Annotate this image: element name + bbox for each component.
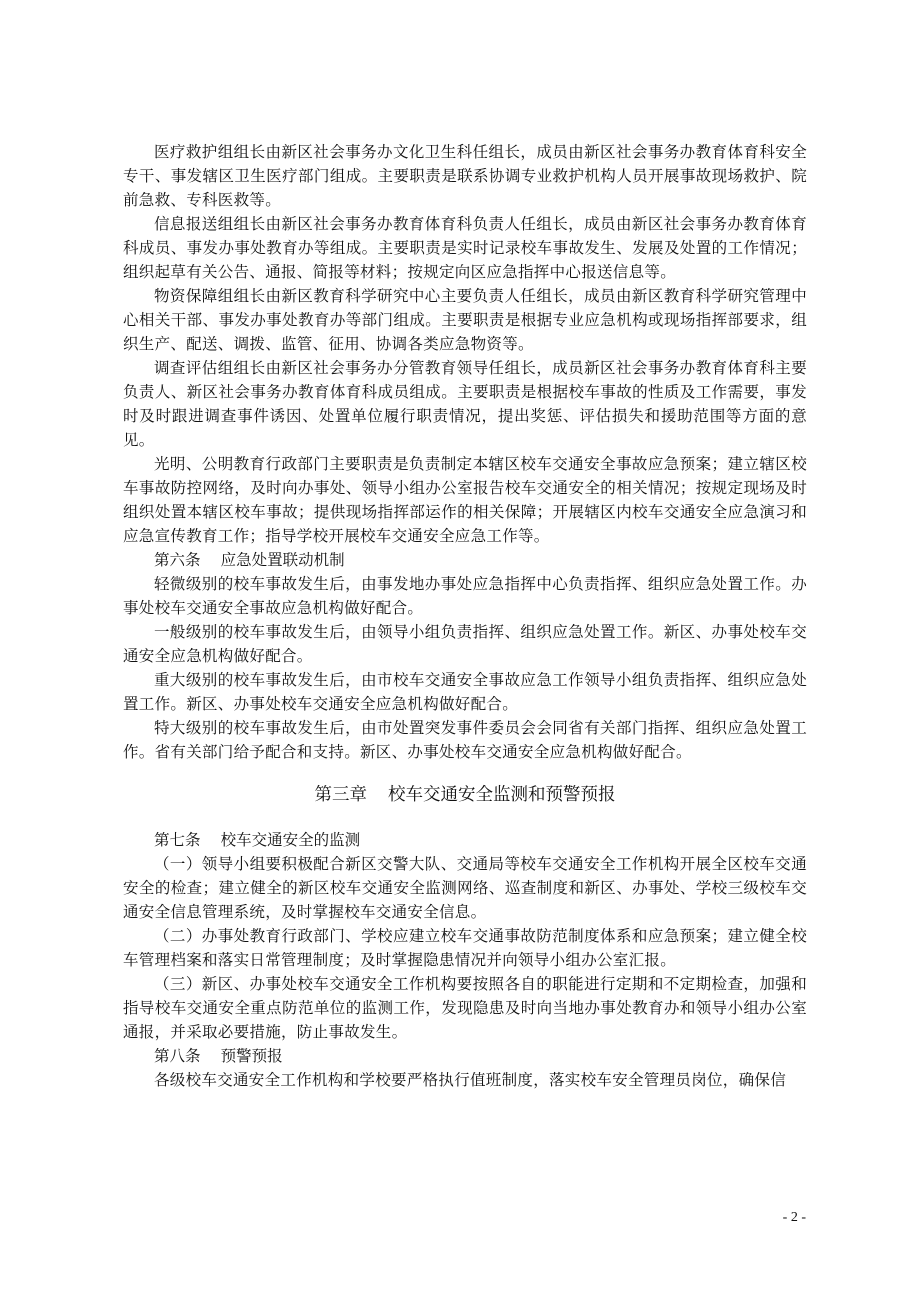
article-7-heading bbox=[123, 828, 807, 852]
article-6-paragraph: 特大级别的校车事故发生后，由市处置突发事件委员会会同省有关部门指挥、组织应急处置工作。省有关部门给予配合和支持。新区、办事处校车交通安全应急机构做好配合。 bbox=[123, 719, 807, 761]
paragraph-material-support-group: 物资保障组组长由新区教育科学研究中心主要负责人任组长，成员由新区教育科学研究管理中心相关干部、事发办事处教育办等部门组成。主要职责是根据专业应急机构或现场指挥部要求，组织生产、配送、调拨、监管、征用、协调各类应急物资等。 bbox=[123, 287, 807, 353]
article-6-paragraph: 重大级别的校车事故发生后，由市校车交通安全事故应急工作领导小组负责指挥、组织应急处置工作。新区、办事处校车交通安全应急机构做好配合。 bbox=[123, 671, 807, 713]
article-6-title: 应急处置联动机制 bbox=[220, 551, 345, 569]
article-8-title: 预警预报 bbox=[220, 1047, 283, 1065]
paragraph-investigation-group: 调查评估组组长由新区社会事务办分管教育领导任组长，成员新区社会事务办教育体育科主要负责人、新区社会事务办教育体育科成员组成。主要职责是根据校车事故的性质及工作需要，事发时及时跟进调查事件诱因、处置单位履行职责情况，提出奖惩、评估损失和援助范围等方面的意见。 bbox=[123, 359, 807, 449]
article-7-number: 第七条 bbox=[154, 831, 201, 849]
article-7-paragraph: （二）办事处教育行政部门、学校应建立校车交通事故防范制度体系和应急预案；建立健全校车管理档案和落实日常管理制度；及时掌握隐患情况并向领导小组办公室汇报。 bbox=[123, 927, 807, 969]
article-8-heading bbox=[123, 1044, 807, 1068]
chapter-3-number: 第三章 bbox=[314, 785, 367, 805]
article-6-paragraph: 轻微级别的校车事故发生后，由事发地办事处应急指挥中心负责指挥、组织应急处置工作。办事处校车交通安全事故应急机构做好配合。 bbox=[123, 575, 807, 617]
chapter-3-heading bbox=[123, 782, 807, 808]
article-8-paragraph: 各级校车交通安全工作机构和学校要严格执行值班制度，落实校车安全管理员岗位，确保信 bbox=[154, 1071, 787, 1089]
document-body bbox=[123, 140, 807, 1092]
article-8-number: 第八条 bbox=[154, 1047, 201, 1065]
article-7-paragraph: （三）新区、办事处校车交通安全工作机构要按照各自的职能进行定期和不定期检查，加强和指导校车交通安全重点防范单位的监测工作，发现隐患及时向当地办事处教育办和领导小组办公室通报，并采取必要措施，防止事故发生。 bbox=[123, 975, 807, 1041]
article-6-heading bbox=[123, 548, 807, 572]
page-number: - 2 - bbox=[782, 1210, 806, 1225]
paragraph-info-report-group: 信息报送组组长由新区社会事务办教育体育科负责人任组长，成员由新区社会事务办教育体育科成员、事发办事处教育办等组成。主要职责是实时记录校车事故发生、发展及处置的工作情况；组织起草有关公告、通报、简报等材料；按规定向区应急指挥中心报送信息等。 bbox=[123, 215, 807, 281]
article-7-title: 校车交通安全的监测 bbox=[220, 831, 361, 849]
article-7-paragraph: （一）领导小组要积极配合新区交警大队、交通局等校车交通安全工作机构开展全区校车交通安全的检查；建立健全的新区校车交通安全监测网络、巡查制度和新区、办事处、学校三级校车交通安全信息管理系统，及时掌握校车交通安全信息。 bbox=[123, 855, 807, 921]
article-6-paragraph: 一般级别的校车事故发生后，由领导小组负责指挥、组织应急处置工作。新区、办事处校车交通安全应急机构做好配合。 bbox=[123, 623, 807, 665]
paragraph-medical-rescue-group: 医疗救护组组长由新区社会事务办文化卫生科任组长，成员由新区社会事务办教育体育科安全专干、事发辖区卫生医疗部门组成。主要职责是联系协调专业救护机构人员开展事故现场救护、院前急救、专科医救等。 bbox=[123, 143, 807, 209]
paragraph-education-departments: 光明、公明教育行政部门主要职责是负责制定本辖区校车交通安全事故应急预案；建立辖区校车事故防控网络，及时向办事处、领导小组办公室报告校车交通安全的相关情况；按规定现场及时组织处置本辖区校车事故；提供现场指挥部运作的相关保障；开展辖区内校车交通安全应急演习和应急宣传教育工作；指导学校开展校车交通安全应急工作等。 bbox=[123, 455, 807, 545]
article-6-number: 第六条 bbox=[154, 551, 201, 569]
chapter-3-title: 校车交通安全监测和预警预报 bbox=[388, 785, 616, 805]
